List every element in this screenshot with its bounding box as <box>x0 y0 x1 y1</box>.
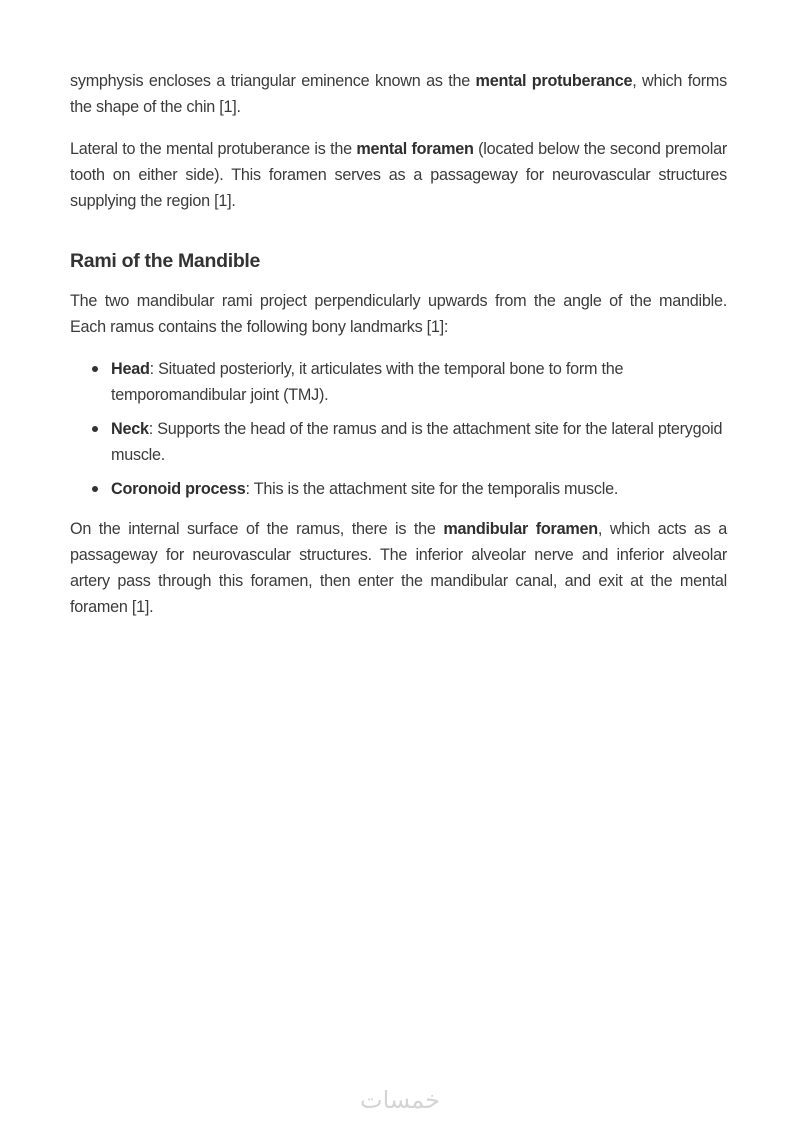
bullet-icon <box>92 366 98 372</box>
document-page <box>70 68 727 636</box>
list-item-neck: Neck: Supports the head of the ramus and is the attachment site for the lateral pterygoid muscle. <box>111 416 727 468</box>
term-mental-protuberance: mental protuberance <box>475 72 633 90</box>
bullet-icon <box>92 486 98 492</box>
paragraph-mental-protuberance: symphysis encloses a triangular eminence known as the mental protuberance, which forms the shape of the chin [1]. <box>70 72 727 116</box>
footer-logo-watermark: خمسات <box>359 1086 441 1114</box>
paragraph-mandibular-foramen: On the internal surface of the ramus, there is the mandibular foramen, which acts as a passageway for neurovascular structures. The inferior alveolar nerve and inferior alveolar artery pass through this foramen, then enter the mandibular canal, and exit at the mental foramen [1]. <box>70 520 728 616</box>
list-item-head: Head: Situated posteriorly, it articulates with the temporal bone to form the temporomandibular joint (TMJ). <box>111 356 727 408</box>
term-mandibular-foramen: mandibular foramen <box>443 520 598 538</box>
paragraph-rami-intro: The two mandibular rami project perpendicularly upwards from the angle of the mandible. Each ramus contains the following bony landmarks [1]: <box>70 292 727 336</box>
list-item-coronoid-process: Coronoid process: This is the attachment site for the temporalis muscle. <box>111 476 727 502</box>
bullet-icon <box>92 426 98 432</box>
term-mental-foramen: mental foramen <box>356 140 474 158</box>
section-heading-rami: Rami of the Mandible <box>70 250 261 272</box>
landmarks-list <box>70 356 727 502</box>
paragraph-mental-foramen: Lateral to the mental protuberance is the mental foramen (located below the second premolar tooth on either side). This foramen serves as a passageway for neurovascular structures supplying the region [1]. <box>70 140 727 210</box>
